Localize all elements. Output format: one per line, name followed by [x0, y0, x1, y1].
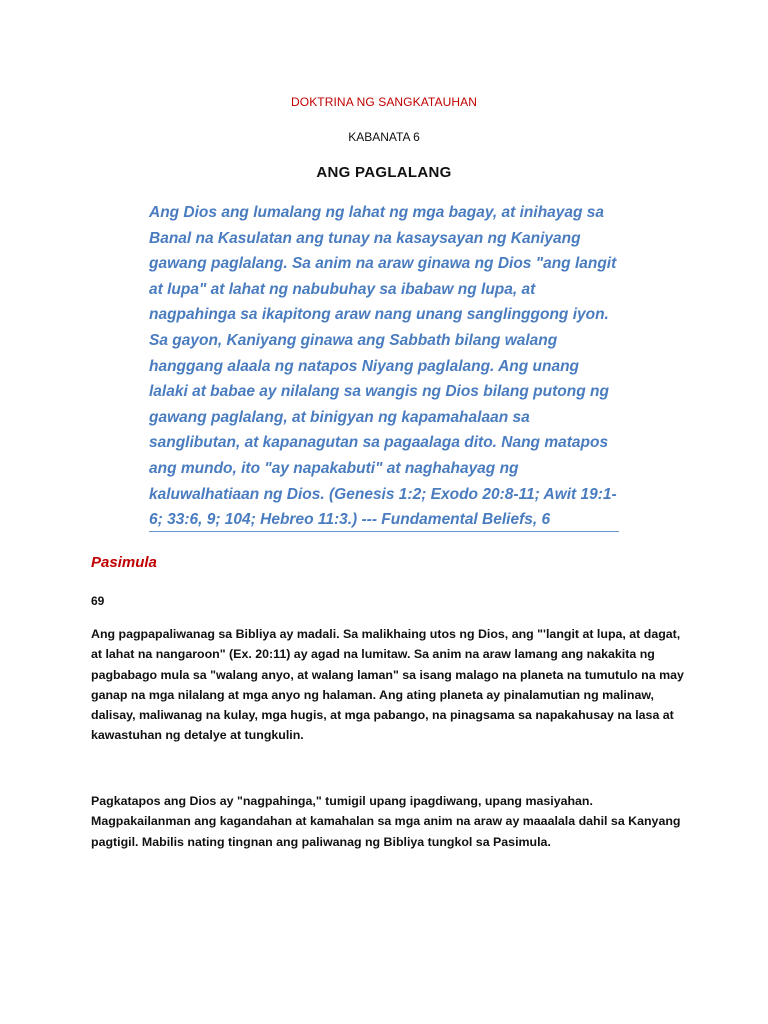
belief-divider-line — [149, 531, 619, 532]
section-heading: Pasimula — [91, 554, 157, 571]
chapter-title: ANG PAGLALANG — [316, 164, 452, 181]
chapter-label: KABANATA 6 — [348, 130, 420, 144]
document-header-title: DOKTRINA NG SANGKATAUHAN — [291, 95, 477, 109]
body-paragraph-1: Ang pagpapaliwanag sa Bibliya ay madali. Sa malikhaing utos ng Dios, ang "'langit at lupa, at dagat, at lahat na nangaroon" (Ex. 20:11) ay agad na lumitaw. Sa anim na araw lamang ang nakakita ng pagbabago mula sa "walang anyo, at walang laman" sa isang malago na planeta na tumutulo na may ganap na mga nilalang at mga anyo ng halaman. Ang ating planeta ay pinalamutian ng malinaw, dalisay, maliwanag na kulay, mga hugis, at mga pabango, na pinagsama sa napakahusay na lasa at kawastuhan ng detalye at tungkulin. — [91, 627, 684, 743]
page-number: 69 — [91, 594, 105, 608]
body-paragraph-2: Pagkatapos ang Dios ay "nagpahinga," tumigil upang ipagdiwang, upang masiyahan. Magpakailanman ang kagandahan at kamahalan sa mga anim na araw ay maaalala dahil sa Kanyang pagtigil. Mabilis nating tingnan ang paliwanag ng Bibliya tungkol sa Pasimula. — [91, 794, 681, 849]
fundamental-belief-statement: Ang Dios ang lumalang ng lahat ng mga bagay, at inihayag sa Banal na Kasulatan ang tunay na kasaysayan ng Kaniyang gawang paglalang. Sa anim na araw ginawa ng Dios "ang langit at lupa" at lahat ng nabubuhay sa ibabaw ng lupa, at nagpahinga sa ikapitong araw nang unang sanglinggong iyon. Sa gayon, Kaniyang ginawa ang Sabbath bilang walang hanggang alaala ng natapos Niyang paglalang. Ang unang lalaki at babae ay nilalang sa wangis ng Dios bilang putong ng gawang paglalang, at binigyan ng kapamahalaan sa sanglibutan, at kapanagutan sa pagaalaga dito. Nang matapos ang mundo, ito "ay napakabuti" at naghahayag ng kaluwalhatiaan ng Dios. (Genesis 1:2; Exodo 20:8-11; Awit 19:1-6; 33:6, 9; 104; Hebreo 11:3.) --- Fundamental Beliefs, 6 — [149, 204, 617, 529]
